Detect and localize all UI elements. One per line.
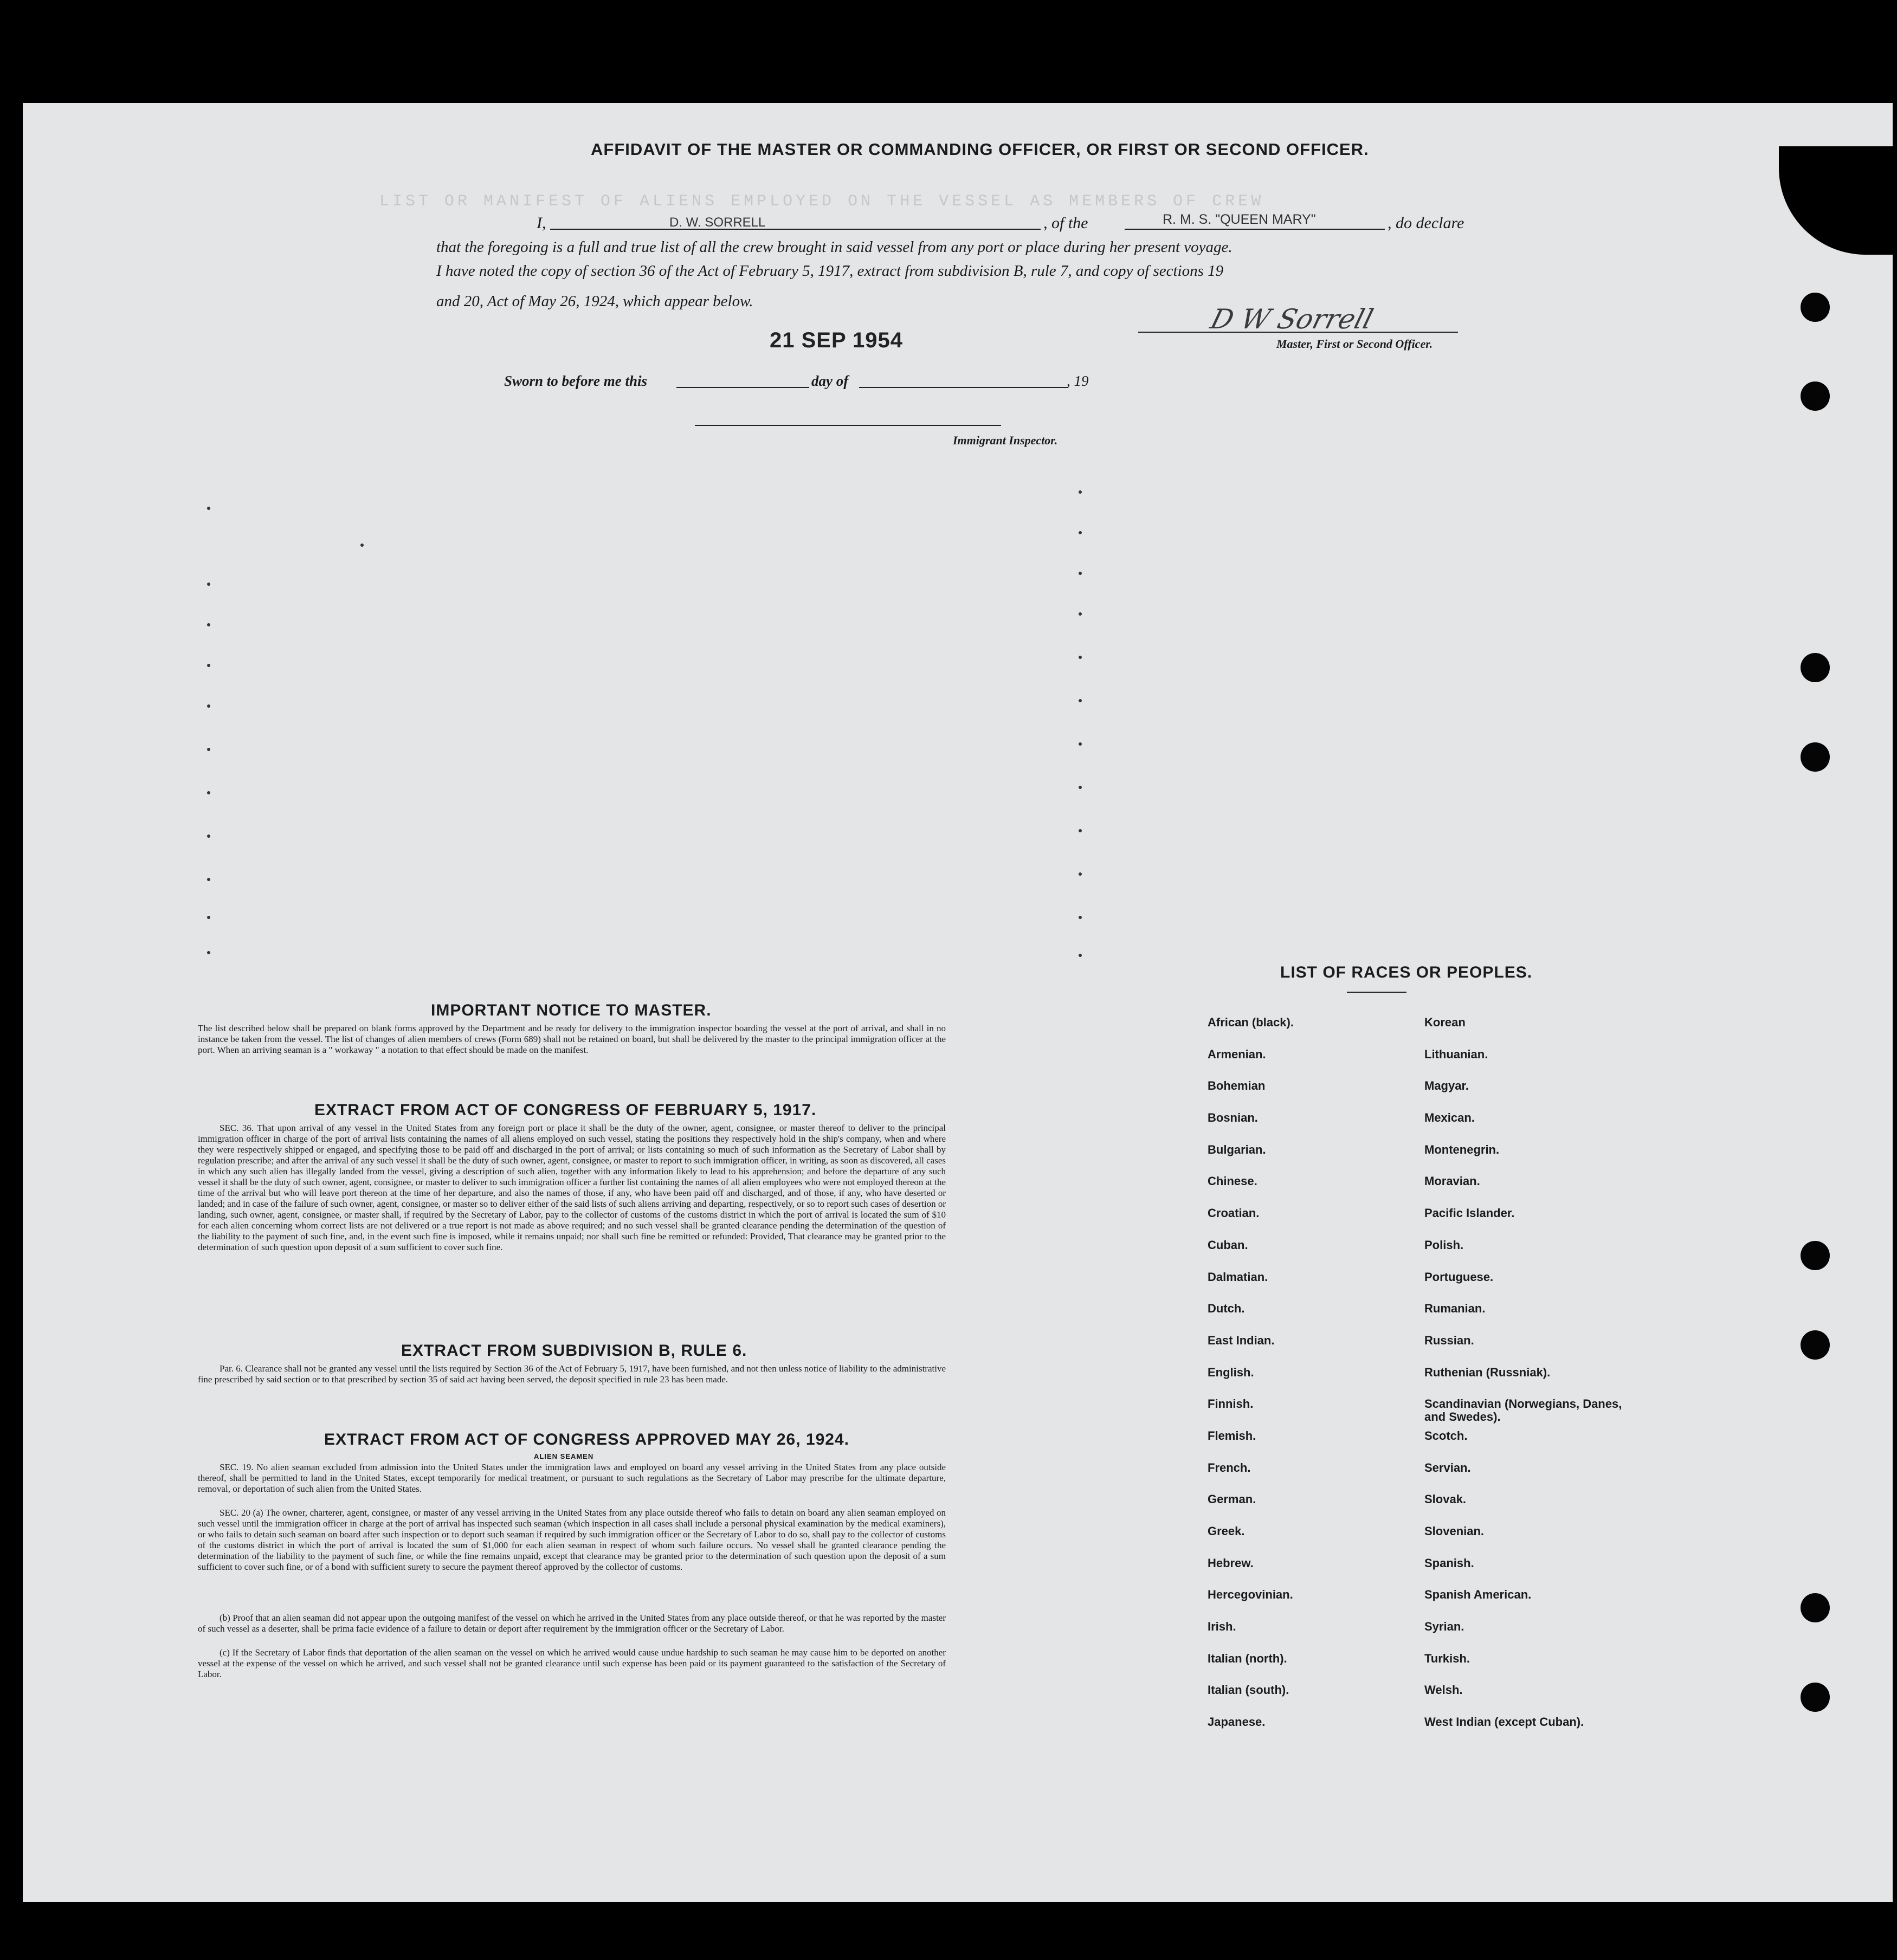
race-item: Irish. xyxy=(1208,1620,1236,1634)
bleed-through-header: LIST OR MANIFEST OF ALIENS EMPLOYED ON THE VESSEL AS MEMBERS OF CREW xyxy=(379,192,1264,211)
dot-mark xyxy=(1079,656,1082,659)
vessel-name-line xyxy=(1125,229,1385,230)
dot-mark xyxy=(1079,490,1082,494)
race-item: English. xyxy=(1208,1365,1254,1379)
affidavit-i-label: I, xyxy=(537,214,546,232)
race-item: Dalmatian. xyxy=(1208,1270,1268,1284)
race-item: Turkish. xyxy=(1424,1651,1470,1665)
race-item: Chinese. xyxy=(1208,1174,1257,1188)
races-title-rule xyxy=(1347,992,1406,993)
date-stamp: 21 SEP 1954 xyxy=(770,328,904,352)
race-item: Italian (north). xyxy=(1208,1651,1287,1665)
race-item: Hercegovinian. xyxy=(1208,1588,1293,1602)
race-item: Finnish. xyxy=(1208,1397,1254,1411)
dot-mark xyxy=(1079,572,1082,575)
inspector-signature-line xyxy=(695,425,1001,426)
do-declare-label: , do declare xyxy=(1388,214,1464,232)
binder-hole xyxy=(1801,1330,1830,1360)
race-item: Bohemian xyxy=(1208,1079,1266,1093)
extract-1917-text: SEC. 36. That upon arrival of any vessel in the United States from any foreign port or place it shall be the duty of the owner, agent, consignee, or master thereof to deliver to the principal immigration officer in charge of the port of arrival lists containing the names of all aliens employed on such vessel, stating the positions they respectively hold in the ship's company, when and where they were respectively shipped or engaged, and specifying those to be paid off and discharged in the port of arrival; or lists containing so much of such information as the Secretary of Labor shall by regulation prescribe; and after the arrival of any such vessel it shall be the duty of such owner, agent, consignee, or master to report to such immigration officer, in writing, as soon as discovered, all cases in which any such alien has illegally landed from the vessel, giving a description of such alien, together with any information likely to lead to his apprehension; and before the departure of any such vessel it shall be the duty of such owner, agent, consignee, or master to deliver to such immigration officer a further list containing the names of all alien employees who were not employed thereon at the time of the arrival but who will leave port thereon at the time of her departure, and also the names of those, if any, who have been paid off and discharged, and of those, if any, who have deserted or landed; and in case of the failure of such owner, agent, consignee, or master so to deliver either of the said lists of such aliens arriving and departing, respectively, or so to report such cases of desertion or landing, such owner, agent, consignee, or master shall, if required by the Secretary of Labor, pay to the collector of customs of the customs district in which the port of arrival is located the sum of $10 for each alien concerning whom correct lists are not delivered or a true report is not made as above required; and no such vessel shall be granted clearance pending the determination of the question of the liability to the payment of such fine, and, in the event such fine is imposed, while it remains unpaid; nor shall such fine be remitted or refunded: Provided, That clearance may be granted prior to the determination of such question upon deposit of a sum sufficient to cover such fine. xyxy=(198,1123,946,1252)
race-item: Polish. xyxy=(1424,1238,1464,1252)
notice-title: IMPORTANT NOTICE TO MASTER. xyxy=(431,1001,712,1019)
race-item: Mexican. xyxy=(1424,1111,1475,1125)
race-item: Scotch. xyxy=(1424,1428,1468,1442)
dot-mark xyxy=(207,748,210,751)
inspector-caption: Immigrant Inspector. xyxy=(953,434,1058,447)
race-item: Lithuanian. xyxy=(1424,1047,1488,1061)
binder-hole xyxy=(1801,1241,1830,1270)
race-item: Japanese. xyxy=(1208,1715,1266,1729)
race-item: Welsh. xyxy=(1424,1683,1463,1697)
dot-mark xyxy=(207,664,210,667)
race-item: Servian. xyxy=(1424,1460,1471,1474)
race-item: Slovak. xyxy=(1424,1492,1467,1506)
binder-hole xyxy=(1801,1593,1830,1622)
dot-mark xyxy=(207,704,210,708)
dot-mark xyxy=(207,583,210,586)
race-item: Korean xyxy=(1424,1015,1466,1029)
officer-signature: D W Sorrell xyxy=(1207,303,1377,335)
race-item: Greek. xyxy=(1208,1524,1245,1538)
rule-6-title: EXTRACT FROM SUBDIVISION B, RULE 6. xyxy=(401,1342,747,1360)
race-item: Russian. xyxy=(1424,1333,1474,1347)
race-item: Pacific Islander. xyxy=(1424,1206,1515,1220)
race-item: East Indian. xyxy=(1208,1333,1275,1347)
dot-mark xyxy=(207,951,210,954)
affidavit-title: AFFIDAVIT OF THE MASTER OR COMMANDING OFFICER, OR FIRST OR SECOND OFFICER. xyxy=(591,140,1369,159)
dot-mark xyxy=(360,544,364,547)
race-item: Cuban. xyxy=(1208,1238,1248,1252)
race-item: Slovenian. xyxy=(1424,1524,1485,1538)
notice-text: The list described below shall be prepared on blank forms approved by the Department and be ready for delivery to the immigration inspector boarding the vessel at the port of arrival, and shall in no instance be taken from the vessel. The list of changes of alien members of crews (Form 689) shall not be retained on board, but shall be delivered by the master to the principal immigration officer at the port. When an arriving seaman is a " workaway " a notation to that effect should be made on the manifest. xyxy=(198,1023,946,1055)
dot-mark xyxy=(1079,742,1082,746)
vessel-name-value: R. M. S. "QUEEN MARY" xyxy=(1163,212,1316,227)
dot-mark xyxy=(207,791,210,794)
rule-6-text: Par. 6. Clearance shall not be granted any vessel until the lists required by Section 36 of the Act of February 5, 1917, have been furnished, and not then unless notice of liability to the administrative fine prescribed by said section or to that prescribed by section 35 of said act having been served, the deposit specified in rule 23 has been made. xyxy=(198,1363,946,1385)
sworn-month-line xyxy=(859,387,1068,388)
race-item: Scandinavian (Norwegians, Danes, and Swedes). xyxy=(1424,1397,1622,1424)
sworn-label: Sworn to before me this xyxy=(504,373,648,389)
race-item: African (black). xyxy=(1208,1015,1294,1029)
races-right-column xyxy=(1424,1016,1630,1748)
race-item: Hebrew. xyxy=(1208,1556,1254,1570)
binder-hole xyxy=(1801,742,1830,772)
extract-1924-subtitle: ALIEN SEAMEN xyxy=(534,1452,594,1460)
dot-mark xyxy=(1079,531,1082,534)
dot-mark xyxy=(1079,612,1082,616)
race-item: Montenegrin. xyxy=(1424,1142,1500,1156)
race-item: Spanish American. xyxy=(1424,1588,1532,1602)
race-item: German. xyxy=(1208,1492,1256,1506)
race-item: Armenian. xyxy=(1208,1047,1266,1061)
race-item: Flemish. xyxy=(1208,1428,1256,1442)
day-of-label: day of xyxy=(811,373,849,389)
race-item: Portuguese. xyxy=(1424,1270,1494,1284)
race-item: Italian (south). xyxy=(1208,1683,1289,1697)
affidavit-line-2: that the foregoing is a full and true list of all the crew brought in said vessel from any port or place during her present voyage. xyxy=(436,238,1233,256)
race-item: Rumanian. xyxy=(1424,1302,1486,1316)
extract-1924-sec20a: SEC. 20 (a) The owner, charterer, agent, consignee, or master of any vessel arriving in the United States from any place outside thereof who fails to detain on board any alien seaman employed on such vessel until the immigration officer in charge at the port of arrival has inspected such seaman (which inspection in all cases shall include a personal physical examination by the medical examiners), or who fails to detain such seaman on board after such inspection or to deport such seaman if required by such immigration officer or the Secretary of Labor to do so, shall pay to the collector of customs of the customs district in which the port of arrival is located the sum of $1,000 for each alien seaman in respect of whom such failure occurs. No vessel shall be granted clearance pending the determination of the liability to the payment of such fine, or while the fine remains unpaid, except that clearance may be granted prior to the determination of such question upon the deposit of a sum sufficient to cover such fine, or of a bond with sufficient surety to secure the payment thereof approved by the collector of customs. xyxy=(198,1508,946,1572)
race-item: Magyar. xyxy=(1424,1079,1469,1093)
extract-1924-sec19: SEC. 19. No alien seaman excluded from admission into the United States under the immigration laws and employed on board any vessel arriving in the United States from any place outside thereof, shall be permitted to land in the United States, except temporarily for medical treatment, or pursuant to such regulations as the Secretary of Labor may prescribe for the ultimate departure, removal, or deportation of such alien from the United States. xyxy=(198,1462,946,1494)
binder-hole xyxy=(1801,381,1830,411)
dot-mark xyxy=(1079,872,1082,876)
master-name-value: D. W. SORRELL xyxy=(669,215,766,230)
race-item: Ruthenian (Russniak). xyxy=(1424,1365,1551,1379)
torn-corner xyxy=(1779,146,1893,255)
race-item: Bulgarian. xyxy=(1208,1142,1266,1156)
dot-mark xyxy=(207,623,210,626)
dot-mark xyxy=(207,916,210,919)
extract-1924-title: EXTRACT FROM ACT OF CONGRESS APPROVED MAY 26, 1924. xyxy=(324,1431,849,1448)
dot-mark xyxy=(1079,786,1082,789)
race-item: Spanish. xyxy=(1424,1556,1474,1570)
races-title: LIST OF RACES OR PEOPLES. xyxy=(1280,963,1533,981)
signature-caption: Master, First or Second Officer. xyxy=(1276,337,1433,351)
dot-mark xyxy=(207,835,210,838)
year-label: , 19 xyxy=(1067,373,1089,389)
affidavit-line-4: and 20, Act of May 26, 1924, which appear below. xyxy=(436,293,753,310)
race-item: Croatian. xyxy=(1208,1206,1260,1220)
sworn-day-line xyxy=(676,387,809,388)
dot-mark xyxy=(207,878,210,881)
race-item: Syrian. xyxy=(1424,1620,1464,1634)
race-item: Moravian. xyxy=(1424,1174,1480,1188)
of-the-label: , of the xyxy=(1043,214,1088,232)
race-item: Dutch. xyxy=(1208,1302,1245,1316)
extract-1917-title: EXTRACT FROM ACT OF CONGRESS OF FEBRUARY 5, 1917. xyxy=(314,1101,817,1119)
dot-mark xyxy=(1079,954,1082,957)
race-item: West Indian (except Cuban). xyxy=(1424,1715,1584,1729)
dot-mark xyxy=(1079,829,1082,832)
dot-mark xyxy=(207,507,210,510)
race-item: French. xyxy=(1208,1460,1251,1474)
binder-hole xyxy=(1801,293,1830,322)
master-name-line xyxy=(550,229,1041,230)
extract-1924-sec20b: (b) Proof that an alien seaman did not appear upon the outgoing manifest of the vessel on which he arrived in the United States from any place outside thereof, or that he was reported by the master of such vessel as a deserter, shall be prima facie evidence of a failure to detain or deport after requirement by the immigration officer or the Secretary of Labor. xyxy=(198,1613,946,1634)
race-item: Bosnian. xyxy=(1208,1111,1258,1125)
extract-1924-sec20c: (c) If the Secretary of Labor finds that deportation of the alien seaman on the vessel on which he arrived would cause undue hardship to such seaman he may cause him to be deported on another vessel at the expense of the vessel on which he arrived, and such vessel shall not be granted clearance until such expense has been paid or its payment guaranteed to the satisfaction of the Secretary of Labor. xyxy=(198,1647,946,1679)
dot-mark xyxy=(1079,916,1082,919)
affidavit-line-3: I have noted the copy of section 36 of the Act of February 5, 1917, extract from subdivision B, rule 7, and copy of sections 19 xyxy=(436,262,1224,280)
binder-hole xyxy=(1801,1683,1830,1712)
races-left-column xyxy=(1208,1016,1403,1748)
dot-mark xyxy=(1079,699,1082,702)
binder-hole xyxy=(1801,653,1830,682)
